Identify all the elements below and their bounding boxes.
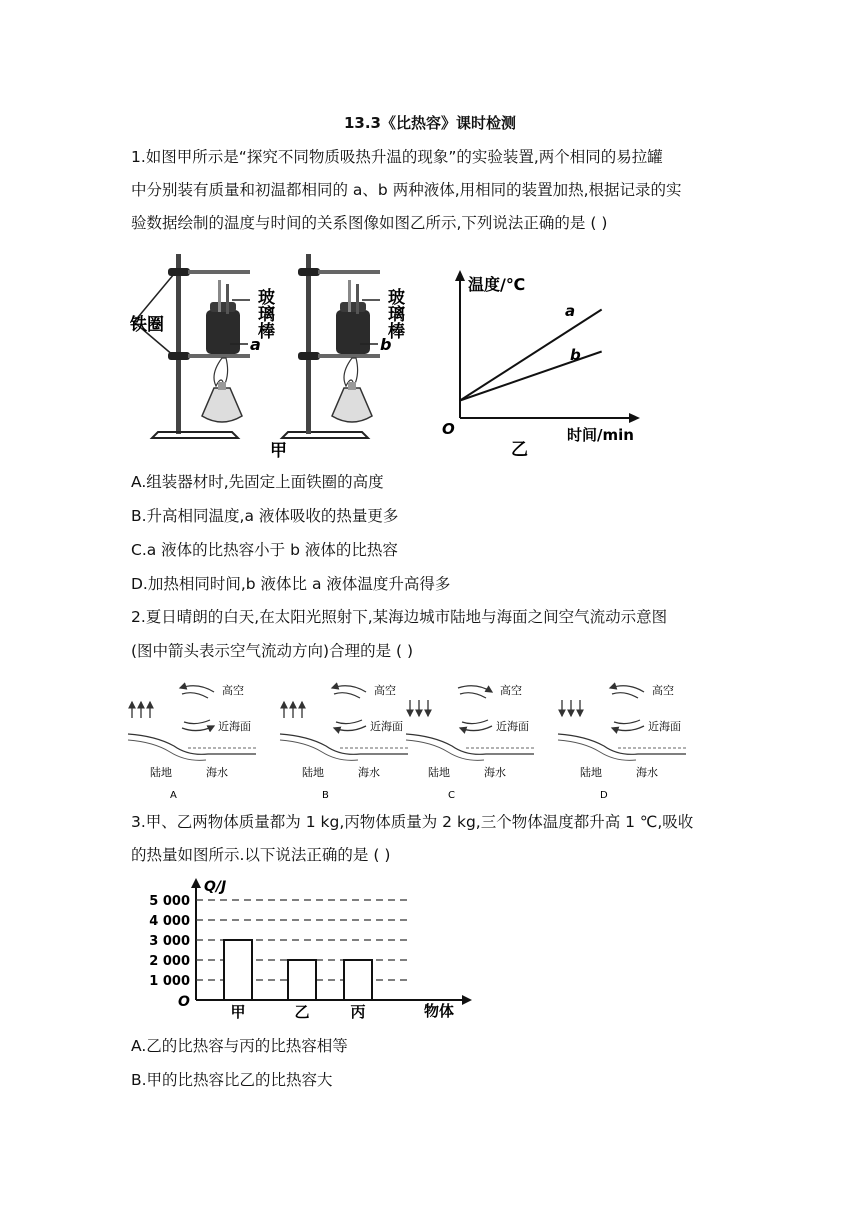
label-seawater: 海水 (358, 766, 380, 779)
bottom-flow-arrow-icon (334, 726, 366, 731)
label-high-altitude: 高空 (222, 684, 244, 697)
y-tick-label: 2 000 (149, 954, 190, 969)
top-flow-arrow-icon (332, 686, 366, 692)
apparatus-left (130, 254, 276, 438)
caption-yi: 乙 (511, 440, 528, 460)
bottom-flow-arrow-icon (612, 726, 644, 731)
label-land: 陆地 (302, 766, 324, 779)
panel-letter: A (170, 790, 177, 801)
bottom-flow-line (614, 720, 640, 724)
sea-breeze-panels (126, 676, 706, 804)
top-flow-arrow-icon (180, 686, 214, 692)
y-tick-label: 5 000 (149, 894, 190, 909)
q1-option-d: D.加热相同时间,b 液体比 a 液体温度升高得多 (131, 575, 451, 593)
q3-line-2: 的热量如图所示.以下说法正确的是 ( ) (131, 846, 391, 864)
q3-option-a: A.乙的比热容与丙的比热容相等 (131, 1037, 348, 1055)
heat-bar-chart (138, 874, 474, 1026)
q1-line-3: 验数据绘制的温度与时间的关系图像如图乙所示,下列说法正确的是 ( ) (131, 214, 608, 232)
panel-letter: B (322, 790, 329, 801)
q1-option-b: B.升高相同温度,a 液体吸收的热量更多 (131, 507, 399, 525)
caption-jia: 甲 (270, 441, 287, 461)
origin-label: O (442, 420, 455, 438)
y-tick-label: 1 000 (149, 974, 190, 989)
bar-x-axis-arrow-icon (462, 995, 472, 1005)
x-tick-label: 丙 (350, 1003, 366, 1021)
q2-line-1: 2.夏日晴朗的白天,在太阳光照射下,某海边城市陆地与海面之间空气流动示意图 (131, 608, 668, 626)
x-axis-label: 时间/min (567, 426, 634, 444)
y-axis-label: 温度/℃ (468, 275, 526, 294)
top-flow-line (612, 693, 638, 698)
apparatus-right (282, 254, 406, 438)
label-high-altitude: 高空 (374, 684, 396, 697)
label-seawater: 海水 (484, 766, 506, 779)
coastline (406, 734, 534, 754)
x-tick-label: 甲 (230, 1003, 246, 1021)
bar-origin-label: O (178, 994, 190, 1010)
sea-panel-B (280, 683, 408, 801)
label-near-sea: 近海面 (218, 720, 251, 733)
sea-panel-D (558, 683, 686, 801)
y-tick-label: 3 000 (149, 934, 190, 949)
label-near-sea: 近海面 (496, 720, 529, 733)
q3-line-1: 3.甲、乙两物体质量都为 1 kg,丙物体质量为 2 kg,三个物体温度都升高 1 ℃,吸收 (131, 813, 694, 831)
label-glass-rod-left: 玻璃棒 (254, 288, 274, 339)
label-near-sea: 近海面 (648, 720, 681, 733)
sea-panel-C (406, 683, 534, 801)
top-flow-arrow-icon (610, 686, 644, 692)
label-near-sea: 近海面 (370, 720, 403, 733)
bar-x-label: 物体 (424, 1002, 455, 1020)
bar-y-axis-arrow-icon (191, 878, 201, 888)
top-flow-line (182, 693, 208, 698)
label-land: 陆地 (428, 766, 450, 779)
label-glass-rod-right: 玻璃棒 (384, 288, 404, 339)
sea-panel-A (128, 683, 256, 801)
series-a-label: a (565, 302, 576, 320)
label-iron-ring: 铁圈 (130, 315, 164, 335)
q1-line-1: 1.如图甲所示是“探究不同物质吸热升温的现象”的实验装置,两个相同的易拉罐 (131, 148, 663, 166)
bottom-flow-arrow-icon (182, 726, 214, 731)
panel-letter: C (448, 790, 455, 801)
q1-line-2: 中分别装有质量和初温都相同的 a、b 两种液体,用相同的装置加热,根据记录的实 (131, 181, 682, 199)
bar-y-label: Q/J (204, 879, 227, 895)
top-flow-line (460, 693, 486, 698)
bottom-flow-line (462, 720, 488, 724)
x-tick-label: 乙 (294, 1003, 310, 1021)
y-axis-arrow-icon (455, 270, 465, 281)
bottom-flow-line (336, 720, 362, 724)
top-flow-arrow-icon (458, 686, 492, 692)
bar-3 (344, 960, 372, 1000)
label-liquid-a: a (250, 335, 261, 354)
label-liquid-b: b (380, 335, 392, 354)
q3-option-b: B.甲的比热容比乙的比热容大 (131, 1071, 333, 1089)
coastline (280, 734, 408, 754)
bottom-flow-line (184, 720, 210, 724)
coastline (128, 734, 256, 754)
coastline (558, 734, 686, 754)
apparatus-figure (130, 246, 430, 461)
q1-option-c: C.a 液体的比热容小于 b 液体的比热容 (131, 541, 398, 559)
bar-1 (224, 940, 252, 1000)
series-b-label: b (570, 346, 581, 364)
q2-line-2: (图中箭头表示空气流动方向)合理的是 ( ) (131, 642, 414, 660)
label-seawater: 海水 (206, 766, 228, 779)
label-land: 陆地 (150, 766, 172, 779)
top-flow-line (334, 693, 360, 698)
label-high-altitude: 高空 (500, 684, 522, 697)
label-high-altitude: 高空 (652, 684, 674, 697)
page-title: 13.3《比热容》课时检测 (343, 114, 516, 132)
bottom-flow-arrow-icon (460, 726, 492, 731)
y-tick-label: 4 000 (149, 914, 190, 929)
panel-letter: D (600, 790, 608, 801)
q1-option-a: A.组装器材时,先固定上面铁圈的高度 (131, 473, 384, 491)
bar-2 (288, 960, 316, 1000)
label-land: 陆地 (580, 766, 602, 779)
label-seawater: 海水 (636, 766, 658, 779)
temperature-time-chart (435, 268, 655, 460)
x-axis-arrow-icon (629, 413, 640, 423)
